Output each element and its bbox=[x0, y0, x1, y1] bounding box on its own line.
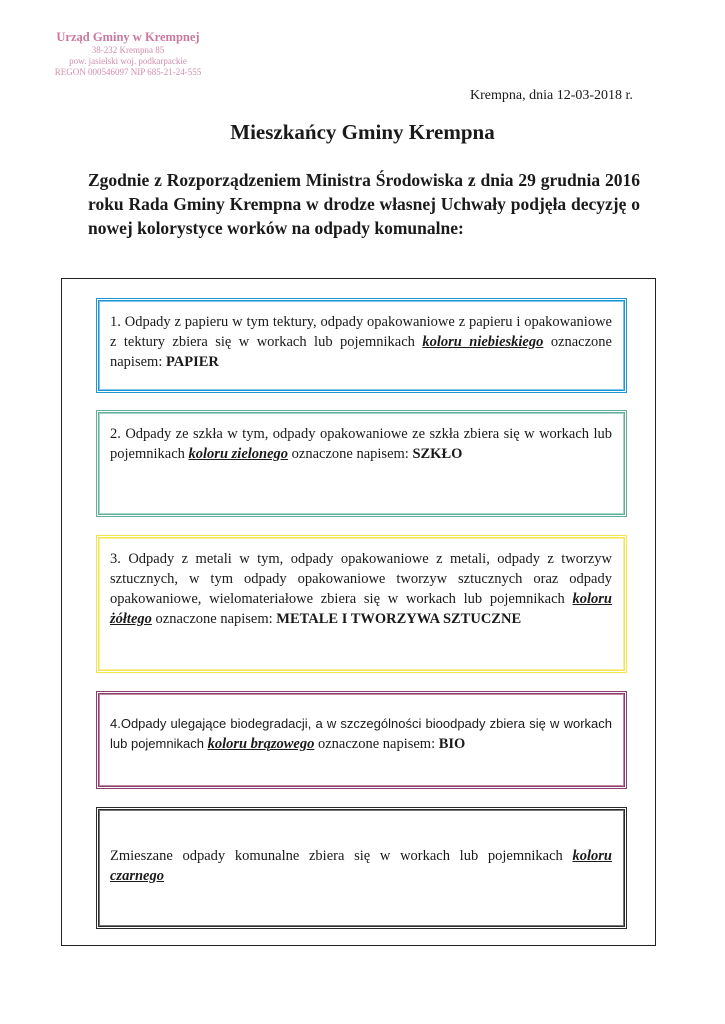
mixed-waste-box bbox=[96, 807, 627, 929]
glass-bag-color: koloru zielonego bbox=[188, 446, 289, 462]
paper-bag-color: koloru niebieskiego bbox=[422, 334, 544, 350]
document-date: Krempna, dnia 12-03-2018 r. bbox=[470, 88, 633, 103]
bio-bag-label: BIO bbox=[438, 736, 466, 752]
mixed-bag-color: koloru czarnego bbox=[110, 848, 612, 884]
bio-bag-color: koloru brązowego bbox=[207, 736, 315, 752]
bio-waste-suffix: oznaczone napisem: bbox=[314, 736, 439, 752]
stamp-line-address: 38-232 Krempna 85 bbox=[91, 45, 165, 55]
stamp-line-regon: REGON 000546097 NIP 685-21-24-555 bbox=[54, 67, 202, 77]
paper-waste-suffix: oznaczone napisem: bbox=[110, 334, 612, 370]
stamp-line-region: pow. jasielski woj. podkarpackie bbox=[69, 56, 187, 66]
stamp-line-office: Urząd Gminy w Krempnej bbox=[56, 30, 200, 44]
metal-bag-label: METALE I TWORZYWA SZTUCZNE bbox=[276, 611, 522, 627]
metal-waste-text: 3. Odpady z metali w tym, odpady opakowaniowe z metali, odpady z tworzyw sztucznych, w tym odpady opakowaniowe tworzyw sztucznych oraz odpady opakowaniowe, wielomateriałowe zbiera się w workach lub pojemnikach bbox=[110, 551, 612, 607]
paper-waste-box bbox=[96, 298, 627, 393]
page-title: Mieszkańcy Gminy Krempna bbox=[230, 120, 495, 144]
paper-bag-label: PAPIER bbox=[165, 354, 219, 370]
bio-waste-box bbox=[96, 691, 627, 789]
bio-waste-text: 4.Odpady ulegające biodegradacji, a w szczególności bioodpady zbiera się w workach lub pojemnikach bbox=[110, 716, 612, 751]
glass-bag-label: SZKŁO bbox=[412, 446, 463, 462]
office-stamp bbox=[42, 30, 214, 78]
glass-waste-text: 2. Odpady ze szkła w tym, odpady opakowaniowe ze szkła zbiera się w workach lub pojemnikach bbox=[110, 426, 612, 462]
metal-waste-suffix: oznaczone napisem: bbox=[151, 611, 277, 627]
paper-waste-text: 1. Odpady z papieru w tym tektury, odpady opakowaniowe z papieru i opakowaniowe z tektury zbiera się w workach lub pojemnikach bbox=[110, 314, 612, 350]
intro-paragraph: Zgodnie z Rozporządzeniem Ministra Środowiska z dnia 29 grudnia 2016 roku Rada Gminy Krempna w drodze własnej Uchwały podjęła decyzję o nowej kolorystyce worków na odpady komunalne: bbox=[88, 170, 640, 238]
metal-bag-color: koloru żółtego bbox=[110, 591, 612, 627]
mixed-waste-text: Zmieszane odpady komunalne zbiera się w workach lub pojemnikach bbox=[110, 848, 573, 864]
glass-waste-box bbox=[96, 410, 627, 517]
glass-waste-suffix: oznaczone napisem: bbox=[288, 446, 413, 462]
metal-plastic-waste-box bbox=[96, 535, 627, 673]
